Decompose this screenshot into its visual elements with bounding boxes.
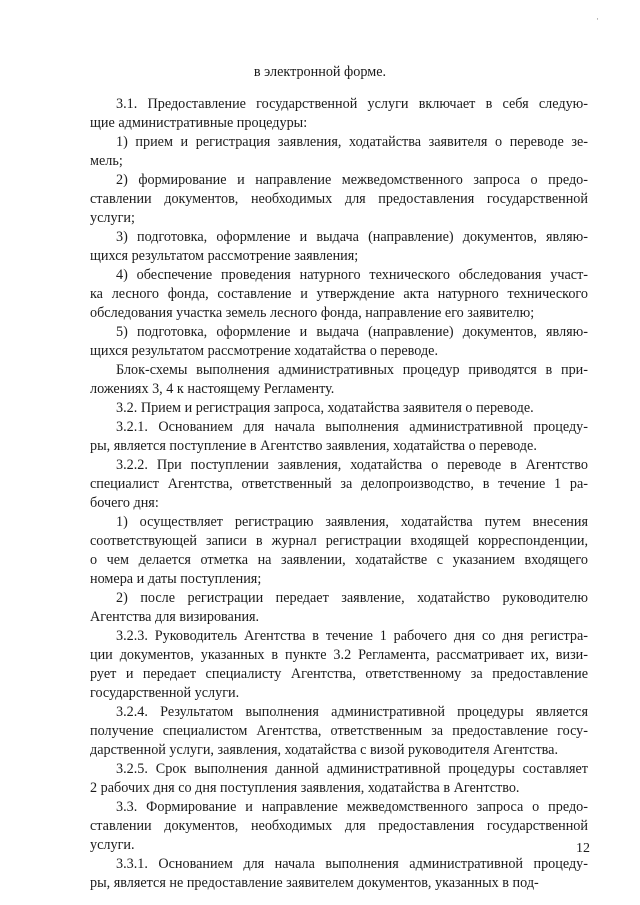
text-line: 2) формирование и направление межведомственного запроса о предо- [116, 172, 588, 188]
paragraph [90, 95, 588, 133]
text-line: рует и передает специалисту Агентства, ответственному за предоставление [90, 666, 588, 682]
paragraph [90, 418, 588, 456]
text-line: 3.2.3. Руководитель Агентства в течение 1 рабочего дня со дня регистра- [116, 628, 588, 644]
paragraph [90, 171, 588, 228]
paragraph [90, 228, 588, 266]
paragraph [90, 760, 588, 798]
text-line: Блок-схемы выполнения административных процедур приводятся в при- [116, 362, 588, 378]
text-line: государственной услуги. [90, 685, 240, 701]
text-line: щихся результатом рассмотрение ходатайства о переводе. [90, 343, 439, 359]
text-line: 1) прием и регистрация заявления, ходатайства заявителя о переводе зе- [116, 134, 588, 150]
text-line: 1) осуществляет регистрацию заявления, ходатайства путем внесения [116, 514, 588, 530]
text-line: 3.2.2. При поступлении заявления, ходатайства о переводе в Агентство [116, 457, 588, 473]
text-line: о чем делается отметка на заявлении, ходатайстве с указанием входящего [90, 552, 588, 568]
text-line: 3.2.5. Срок выполнения данной административной процедуры составляет [116, 761, 588, 777]
paragraph [90, 456, 588, 513]
text-line: номера и даты поступления; [90, 571, 262, 587]
text-line: мель; [90, 153, 123, 169]
text-line: 3.3. Формирование и направление межведомственного запроса о предо- [116, 799, 588, 815]
text-line: дарственной услуги, заявления, ходатайства с визой руководителя Агентства. [90, 742, 559, 758]
text-line: ставлении документов, необходимых для предоставления государственной [90, 191, 588, 207]
text-line: соответствующей записи в журнал регистрации входящей корреспонденции, [90, 533, 588, 549]
paragraph [90, 323, 588, 361]
text-line: ложениях 3, 4 к настоящему Регламенту. [90, 381, 335, 397]
text-line: ставлении документов, необходимых для предоставления государственной [90, 818, 588, 834]
paragraph [90, 703, 588, 760]
text-line: щихся результатом рассмотрение заявления; [90, 248, 359, 264]
page-number: 12 [576, 841, 590, 856]
text-line: 3.2.4. Результатом выполнения административной процедуры является [116, 704, 588, 720]
text-line: 2) после регистрации передает заявление, ходатайство руководителю [116, 590, 588, 606]
text-line: 4) обеспечение проведения натурного технического обследования участ- [116, 267, 588, 283]
text-line: услуги. [90, 837, 135, 853]
paragraph [90, 133, 588, 171]
paragraph [90, 513, 588, 589]
paragraph [90, 266, 588, 323]
paragraph [90, 855, 588, 893]
paragraph [90, 361, 588, 399]
paragraph [90, 627, 588, 703]
page-header-continuation: в электронной форме. [253, 64, 387, 80]
text-line: ры, является поступление в Агентство заявления, ходатайства о переводе. [90, 438, 537, 454]
text-line: ры, является не предоставление заявителем документов, указанных в под- [90, 875, 539, 891]
text-line: 3) подготовка, оформление и выдача (направление) документов, являю- [116, 229, 588, 245]
paragraph [90, 798, 588, 855]
text-line: ции документов, указанных в пункте 3.2 Регламента, рассматривает их, визи- [90, 647, 588, 663]
text-line: 3.1. Предоставление государственной услуги включает в себя следую- [116, 96, 588, 112]
paragraph [90, 589, 588, 627]
document-body [90, 95, 588, 893]
scan-margin-mark: · [596, 14, 599, 24]
text-line: 3.3.1. Основанием для начала выполнения административной процеду- [116, 856, 588, 872]
text-line: ка лесного фонда, составление и утверждение акта натурного технического [90, 286, 588, 302]
text-line: 2 рабочих дня со дня поступления заявления, ходатайства в Агентство. [90, 780, 520, 796]
text-line: 3.2.1. Основанием для начала выполнения административной процеду- [116, 419, 588, 435]
paragraph [90, 399, 588, 418]
text-line: 5) подготовка, оформление и выдача (направление) документов, являю- [116, 324, 588, 340]
text-line: обследования участка земель лесного фонда, направление его заявителю; [90, 305, 535, 321]
text-line: услуги; [90, 210, 135, 226]
text-line: бочего дня: [90, 495, 159, 511]
text-line: специалист Агентства, ответственный за делопроизводство, в течение 1 ра- [90, 476, 588, 492]
text-line: получение специалистом Агентства, ответственным за предоставление госу- [90, 723, 588, 739]
text-line: щие административные процедуры: [90, 115, 308, 131]
text-line: Агентства для визирования. [90, 609, 260, 625]
text-line: 3.2. Прием и регистрация запроса, ходатайства заявителя о переводе. [116, 400, 534, 416]
